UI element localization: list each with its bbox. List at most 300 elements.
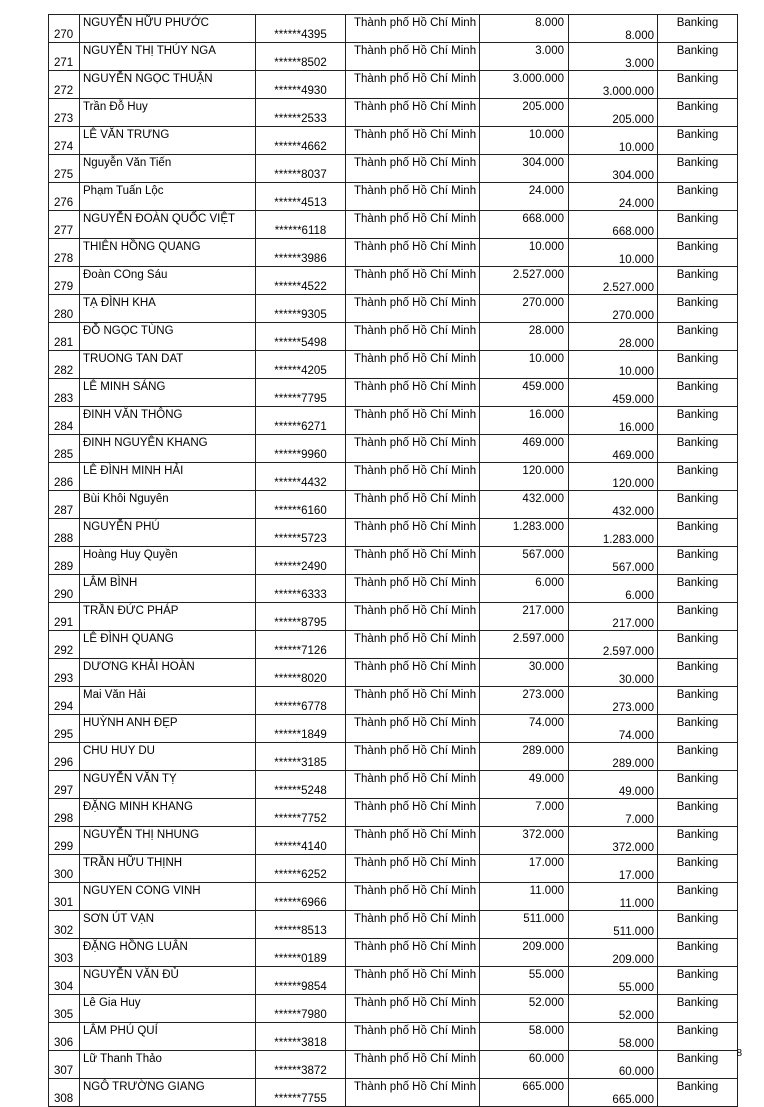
row-number-cell: 277 — [49, 211, 80, 239]
account-number-cell: ******7755 — [256, 1079, 346, 1107]
payment-method-cell: Banking — [658, 1051, 738, 1079]
row-number-cell: 301 — [49, 883, 80, 911]
donor-name-cell: ĐẶNG HỒNG LUÂN — [80, 939, 256, 967]
city-cell: Thành phố Hồ Chí Minh — [346, 183, 480, 211]
payment-method-cell: Banking — [658, 631, 738, 659]
account-number-cell: ******4513 — [256, 183, 346, 211]
amount-cell: 7.000 — [480, 799, 569, 827]
amount-received-cell: 459.000 — [569, 379, 658, 407]
table-row — [49, 183, 738, 211]
table-row — [49, 15, 738, 43]
amount-cell: 2.597.000 — [480, 631, 569, 659]
amount-cell: 205.000 — [480, 99, 569, 127]
table-row — [49, 407, 738, 435]
payment-method-cell: Banking — [658, 267, 738, 295]
table-row — [49, 659, 738, 687]
amount-received-cell: 1.283.000 — [569, 519, 658, 547]
account-number-cell: ******6966 — [256, 883, 346, 911]
amount-received-cell: 11.000 — [569, 883, 658, 911]
account-number-cell: ******9960 — [256, 435, 346, 463]
city-cell: Thành phố Hồ Chí Minh — [346, 967, 480, 995]
table-row — [49, 575, 738, 603]
row-number-cell: 305 — [49, 995, 80, 1023]
row-number-cell: 283 — [49, 379, 80, 407]
amount-cell: 49.000 — [480, 771, 569, 799]
table-row — [49, 491, 738, 519]
donor-name-cell: NGUYỄN VĂN TỴ — [80, 771, 256, 799]
account-number-cell: ******6160 — [256, 491, 346, 519]
payment-method-cell: Banking — [658, 127, 738, 155]
account-number-cell: ******4140 — [256, 827, 346, 855]
table-row — [49, 99, 738, 127]
donor-name-cell: ĐẶNG MINH KHANG — [80, 799, 256, 827]
amount-cell: 217.000 — [480, 603, 569, 631]
payment-method-cell: Banking — [658, 351, 738, 379]
donor-name-cell: NGUYỄN THỊ NHUNG — [80, 827, 256, 855]
account-number-cell: ******9854 — [256, 967, 346, 995]
account-number-cell: ******4522 — [256, 267, 346, 295]
amount-cell: 10.000 — [480, 127, 569, 155]
amount-received-cell: 74.000 — [569, 715, 658, 743]
table-row — [49, 43, 738, 71]
account-number-cell: ******4205 — [256, 351, 346, 379]
account-number-cell: ******5723 — [256, 519, 346, 547]
payment-method-cell: Banking — [658, 379, 738, 407]
table-row — [49, 1023, 738, 1051]
donor-name-cell: Lữ Thanh Thảo — [80, 1051, 256, 1079]
donor-name-cell: NGUYỄN THỊ THÚY NGA — [80, 43, 256, 71]
donor-name-cell: Bùi Khôi Nguyên — [80, 491, 256, 519]
account-number-cell: ******8795 — [256, 603, 346, 631]
row-number-cell: 291 — [49, 603, 80, 631]
city-cell: Thành phố Hồ Chí Minh — [346, 519, 480, 547]
table-row — [49, 547, 738, 575]
row-number-cell: 300 — [49, 855, 80, 883]
amount-received-cell: 209.000 — [569, 939, 658, 967]
donor-name-cell: HUỲNH ANH ĐẸP — [80, 715, 256, 743]
amount-received-cell: 289.000 — [569, 743, 658, 771]
amount-cell: 28.000 — [480, 323, 569, 351]
donor-name-cell: LÊ ĐÌNH MINH HẢI — [80, 463, 256, 491]
row-number-cell: 289 — [49, 547, 80, 575]
table-row — [49, 239, 738, 267]
row-number-cell: 292 — [49, 631, 80, 659]
row-number-cell: 306 — [49, 1023, 80, 1051]
table-row — [49, 1079, 738, 1107]
row-number-cell: 282 — [49, 351, 80, 379]
city-cell: Thành phố Hồ Chí Minh — [346, 43, 480, 71]
row-number-cell: 285 — [49, 435, 80, 463]
row-number-cell: 280 — [49, 295, 80, 323]
table-row — [49, 323, 738, 351]
amount-received-cell: 28.000 — [569, 323, 658, 351]
donor-name-cell: TẠ ĐÌNH KHA — [80, 295, 256, 323]
row-number-cell: 284 — [49, 407, 80, 435]
amount-received-cell: 8.000 — [569, 15, 658, 43]
donor-name-cell: SƠN ÚT VẠN — [80, 911, 256, 939]
donor-name-cell: ĐINH VĂN THÔNG — [80, 407, 256, 435]
amount-cell: 52.000 — [480, 995, 569, 1023]
amount-received-cell: 567.000 — [569, 547, 658, 575]
amount-cell: 665.000 — [480, 1079, 569, 1107]
account-number-cell: ******3185 — [256, 743, 346, 771]
row-number-cell: 287 — [49, 491, 80, 519]
table-row — [49, 771, 738, 799]
amount-received-cell: 10.000 — [569, 351, 658, 379]
row-number-cell: 286 — [49, 463, 80, 491]
city-cell: Thành phố Hồ Chí Minh — [346, 687, 480, 715]
table-row — [49, 463, 738, 491]
amount-cell: 1.283.000 — [480, 519, 569, 547]
payment-method-cell: Banking — [658, 1023, 738, 1051]
city-cell: Thành phố Hồ Chí Minh — [346, 1079, 480, 1107]
payment-method-cell: Banking — [658, 463, 738, 491]
donor-name-cell: TRẦN ĐỨC PHÁP — [80, 603, 256, 631]
row-number-cell: 297 — [49, 771, 80, 799]
payment-method-cell: Banking — [658, 603, 738, 631]
table-row — [49, 351, 738, 379]
city-cell: Thành phố Hồ Chí Minh — [346, 379, 480, 407]
account-number-cell: ******8502 — [256, 43, 346, 71]
payment-method-cell: Banking — [658, 323, 738, 351]
amount-cell: 74.000 — [480, 715, 569, 743]
amount-received-cell: 372.000 — [569, 827, 658, 855]
account-number-cell: ******4432 — [256, 463, 346, 491]
amount-cell: 6.000 — [480, 575, 569, 603]
table-row — [49, 715, 738, 743]
account-number-cell: ******2533 — [256, 99, 346, 127]
donor-name-cell: NGUYỄN VĂN ĐỦ — [80, 967, 256, 995]
donor-name-cell: Phạm Tuấn Lộc — [80, 183, 256, 211]
amount-cell: 459.000 — [480, 379, 569, 407]
amount-received-cell: 10.000 — [569, 127, 658, 155]
city-cell: Thành phố Hồ Chí Minh — [346, 15, 480, 43]
row-number-cell: 296 — [49, 743, 80, 771]
donor-name-cell: ĐINH NGUYÊN KHANG — [80, 435, 256, 463]
table-row — [49, 827, 738, 855]
row-number-cell: 299 — [49, 827, 80, 855]
payment-method-cell: Banking — [658, 15, 738, 43]
amount-cell: 17.000 — [480, 855, 569, 883]
row-number-cell: 308 — [49, 1079, 80, 1107]
amount-received-cell: 2.597.000 — [569, 631, 658, 659]
amount-received-cell: 273.000 — [569, 687, 658, 715]
amount-cell: 511.000 — [480, 911, 569, 939]
account-number-cell: ******6778 — [256, 687, 346, 715]
city-cell: Thành phố Hồ Chí Minh — [346, 295, 480, 323]
donor-name-cell: Trần Đỗ Huy — [80, 99, 256, 127]
row-number-cell: 295 — [49, 715, 80, 743]
donor-name-cell: TRẦN HỮU THỊNH — [80, 855, 256, 883]
table-row — [49, 967, 738, 995]
city-cell: Thành phố Hồ Chí Minh — [346, 351, 480, 379]
payment-method-cell: Banking — [658, 855, 738, 883]
amount-cell: 469.000 — [480, 435, 569, 463]
city-cell: Thành phố Hồ Chí Minh — [346, 463, 480, 491]
city-cell: Thành phố Hồ Chí Minh — [346, 407, 480, 435]
amount-cell: 372.000 — [480, 827, 569, 855]
city-cell: Thành phố Hồ Chí Minh — [346, 71, 480, 99]
table-row — [49, 799, 738, 827]
payment-method-cell: Banking — [658, 407, 738, 435]
payment-method-cell: Banking — [658, 687, 738, 715]
amount-received-cell: 7.000 — [569, 799, 658, 827]
table-row — [49, 71, 738, 99]
donor-name-cell: DƯƠNG KHẢI HOÀN — [80, 659, 256, 687]
city-cell: Thành phố Hồ Chí Minh — [346, 155, 480, 183]
city-cell: Thành phố Hồ Chí Minh — [346, 827, 480, 855]
donor-name-cell: LÊ ĐÌNH QUANG — [80, 631, 256, 659]
row-number-cell: 281 — [49, 323, 80, 351]
amount-cell: 10.000 — [480, 239, 569, 267]
amount-cell: 289.000 — [480, 743, 569, 771]
table-row — [49, 883, 738, 911]
page-number: 8 — [736, 1048, 742, 1059]
donor-name-cell: NGUYỄN NGỌC THUẬN — [80, 71, 256, 99]
payment-method-cell: Banking — [658, 995, 738, 1023]
amount-cell: 432.000 — [480, 491, 569, 519]
account-number-cell: ******7752 — [256, 799, 346, 827]
payment-method-cell: Banking — [658, 211, 738, 239]
payment-method-cell: Banking — [658, 771, 738, 799]
city-cell: Thành phố Hồ Chí Minh — [346, 771, 480, 799]
row-number-cell: 294 — [49, 687, 80, 715]
donor-name-cell: Lê Gia Huy — [80, 995, 256, 1023]
amount-received-cell: 120.000 — [569, 463, 658, 491]
account-number-cell: ******2490 — [256, 547, 346, 575]
city-cell: Thành phố Hồ Chí Minh — [346, 995, 480, 1023]
amount-received-cell: 52.000 — [569, 995, 658, 1023]
amount-received-cell: 55.000 — [569, 967, 658, 995]
payment-method-cell: Banking — [658, 71, 738, 99]
city-cell: Thành phố Hồ Chí Minh — [346, 127, 480, 155]
city-cell: Thành phố Hồ Chí Minh — [346, 267, 480, 295]
donor-name-cell: Nguyễn Văn Tiến — [80, 155, 256, 183]
donor-name-cell: LÊ VĂN TRƯNG — [80, 127, 256, 155]
city-cell: Thành phố Hồ Chí Minh — [346, 323, 480, 351]
account-number-cell: ******8513 — [256, 911, 346, 939]
account-number-cell: ******3986 — [256, 239, 346, 267]
city-cell: Thành phố Hồ Chí Minh — [346, 239, 480, 267]
account-number-cell: ******8020 — [256, 659, 346, 687]
city-cell: Thành phố Hồ Chí Minh — [346, 743, 480, 771]
donor-name-cell: NGUYỄN PHÚ — [80, 519, 256, 547]
row-number-cell: 278 — [49, 239, 80, 267]
city-cell: Thành phố Hồ Chí Minh — [346, 855, 480, 883]
row-number-cell: 303 — [49, 939, 80, 967]
table-body — [49, 15, 738, 1107]
account-number-cell: ******6333 — [256, 575, 346, 603]
row-number-cell: 293 — [49, 659, 80, 687]
amount-received-cell: 3.000 — [569, 43, 658, 71]
payment-method-cell: Banking — [658, 715, 738, 743]
amount-received-cell: 205.000 — [569, 99, 658, 127]
table-row — [49, 939, 738, 967]
row-number-cell: 290 — [49, 575, 80, 603]
account-number-cell: ******6252 — [256, 855, 346, 883]
city-cell: Thành phố Hồ Chí Minh — [346, 603, 480, 631]
donor-name-cell: NGUYEN CONG VINH — [80, 883, 256, 911]
amount-received-cell: 668.000 — [569, 211, 658, 239]
payment-method-cell: Banking — [658, 295, 738, 323]
account-number-cell: ******0189 — [256, 939, 346, 967]
donor-name-cell: Đoàn COng Sáu — [80, 267, 256, 295]
amount-cell: 304.000 — [480, 155, 569, 183]
amount-received-cell: 665.000 — [569, 1079, 658, 1107]
row-number-cell: 274 — [49, 127, 80, 155]
amount-cell: 3.000 — [480, 43, 569, 71]
amount-received-cell: 304.000 — [569, 155, 658, 183]
donor-name-cell: LÂM PHÚ QUÍ — [80, 1023, 256, 1051]
table-row — [49, 1051, 738, 1079]
donor-name-cell: TRUONG TAN DAT — [80, 351, 256, 379]
account-number-cell: ******4395 — [256, 15, 346, 43]
amount-received-cell: 24.000 — [569, 183, 658, 211]
donor-name-cell: Mai Văn Hải — [80, 687, 256, 715]
payment-method-cell: Banking — [658, 435, 738, 463]
table-row — [49, 631, 738, 659]
amount-received-cell: 58.000 — [569, 1023, 658, 1051]
amount-received-cell: 60.000 — [569, 1051, 658, 1079]
amount-cell: 16.000 — [480, 407, 569, 435]
account-number-cell: ******7126 — [256, 631, 346, 659]
payment-method-cell: Banking — [658, 183, 738, 211]
account-number-cell: ******1849 — [256, 715, 346, 743]
row-number-cell: 276 — [49, 183, 80, 211]
city-cell: Thành phố Hồ Chí Minh — [346, 211, 480, 239]
table-row — [49, 603, 738, 631]
payment-method-cell: Banking — [658, 939, 738, 967]
amount-received-cell: 10.000 — [569, 239, 658, 267]
row-number-cell: 298 — [49, 799, 80, 827]
amount-received-cell: 17.000 — [569, 855, 658, 883]
account-number-cell: ******7795 — [256, 379, 346, 407]
amount-cell: 2.527.000 — [480, 267, 569, 295]
account-number-cell: ******3818 — [256, 1023, 346, 1051]
table-row — [49, 743, 738, 771]
payment-method-cell: Banking — [658, 827, 738, 855]
row-number-cell: 270 — [49, 15, 80, 43]
amount-cell: 120.000 — [480, 463, 569, 491]
table-row — [49, 379, 738, 407]
city-cell: Thành phố Hồ Chí Minh — [346, 1051, 480, 1079]
amount-received-cell: 3.000.000 — [569, 71, 658, 99]
table-row — [49, 295, 738, 323]
payment-method-cell: Banking — [658, 99, 738, 127]
amount-cell: 58.000 — [480, 1023, 569, 1051]
amount-cell: 270.000 — [480, 295, 569, 323]
city-cell: Thành phố Hồ Chí Minh — [346, 435, 480, 463]
city-cell: Thành phố Hồ Chí Minh — [346, 575, 480, 603]
amount-cell: 24.000 — [480, 183, 569, 211]
amount-cell: 8.000 — [480, 15, 569, 43]
account-number-cell: ******5248 — [256, 771, 346, 799]
amount-cell: 567.000 — [480, 547, 569, 575]
row-number-cell: 279 — [49, 267, 80, 295]
row-number-cell: 288 — [49, 519, 80, 547]
amount-cell: 273.000 — [480, 687, 569, 715]
payment-method-cell: Banking — [658, 155, 738, 183]
account-number-cell: ******6118 — [256, 211, 346, 239]
account-number-cell: ******4930 — [256, 71, 346, 99]
donor-name-cell: CHU HUY DU — [80, 743, 256, 771]
table-row — [49, 687, 738, 715]
amount-received-cell: 270.000 — [569, 295, 658, 323]
donor-name-cell: NGUYỄN ĐOÀN QUỐC VIỆT — [80, 211, 256, 239]
city-cell: Thành phố Hồ Chí Minh — [346, 939, 480, 967]
payment-method-cell: Banking — [658, 883, 738, 911]
payment-method-cell: Banking — [658, 1079, 738, 1107]
amount-cell: 30.000 — [480, 659, 569, 687]
amount-received-cell: 217.000 — [569, 603, 658, 631]
amount-cell: 11.000 — [480, 883, 569, 911]
amount-cell: 60.000 — [480, 1051, 569, 1079]
amount-received-cell: 30.000 — [569, 659, 658, 687]
amount-received-cell: 511.000 — [569, 911, 658, 939]
table-row — [49, 155, 738, 183]
donor-name-cell: LÊ MINH SÁNG — [80, 379, 256, 407]
account-number-cell: ******9305 — [256, 295, 346, 323]
city-cell: Thành phố Hồ Chí Minh — [346, 1023, 480, 1051]
donor-name-cell: LÂM BÌNH — [80, 575, 256, 603]
amount-received-cell: 49.000 — [569, 771, 658, 799]
table-row — [49, 267, 738, 295]
amount-received-cell: 6.000 — [569, 575, 658, 603]
amount-cell: 10.000 — [480, 351, 569, 379]
city-cell: Thành phố Hồ Chí Minh — [346, 799, 480, 827]
table-row — [49, 211, 738, 239]
amount-received-cell: 432.000 — [569, 491, 658, 519]
payment-method-cell: Banking — [658, 575, 738, 603]
table-row — [49, 855, 738, 883]
payment-method-cell: Banking — [658, 967, 738, 995]
city-cell: Thành phố Hồ Chí Minh — [346, 883, 480, 911]
account-number-cell: ******4662 — [256, 127, 346, 155]
account-number-cell: ******7980 — [256, 995, 346, 1023]
payment-method-cell: Banking — [658, 491, 738, 519]
city-cell: Thành phố Hồ Chí Minh — [346, 547, 480, 575]
donor-name-cell: NGÔ TRƯỜNG GIANG — [80, 1079, 256, 1107]
row-number-cell: 304 — [49, 967, 80, 995]
row-number-cell: 275 — [49, 155, 80, 183]
row-number-cell: 271 — [49, 43, 80, 71]
row-number-cell: 302 — [49, 911, 80, 939]
city-cell: Thành phố Hồ Chí Minh — [346, 491, 480, 519]
payment-method-cell: Banking — [658, 659, 738, 687]
table-row — [49, 995, 738, 1023]
amount-cell: 55.000 — [480, 967, 569, 995]
amount-received-cell: 469.000 — [569, 435, 658, 463]
donor-name-cell: THIÊN HỒNG QUANG — [80, 239, 256, 267]
amount-received-cell: 2.527.000 — [569, 267, 658, 295]
donor-name-cell: ĐỖ NGỌC TÙNG — [80, 323, 256, 351]
table-row — [49, 519, 738, 547]
donation-table — [48, 14, 738, 1107]
row-number-cell: 272 — [49, 71, 80, 99]
payment-method-cell: Banking — [658, 911, 738, 939]
donor-name-cell: NGUYỄN HỮU PHƯỚC — [80, 15, 256, 43]
payment-method-cell: Banking — [658, 547, 738, 575]
table-row — [49, 127, 738, 155]
row-number-cell: 273 — [49, 99, 80, 127]
payment-method-cell: Banking — [658, 519, 738, 547]
account-number-cell: ******8037 — [256, 155, 346, 183]
table-row — [49, 911, 738, 939]
amount-cell: 668.000 — [480, 211, 569, 239]
table-row — [49, 435, 738, 463]
payment-method-cell: Banking — [658, 239, 738, 267]
city-cell: Thành phố Hồ Chí Minh — [346, 659, 480, 687]
